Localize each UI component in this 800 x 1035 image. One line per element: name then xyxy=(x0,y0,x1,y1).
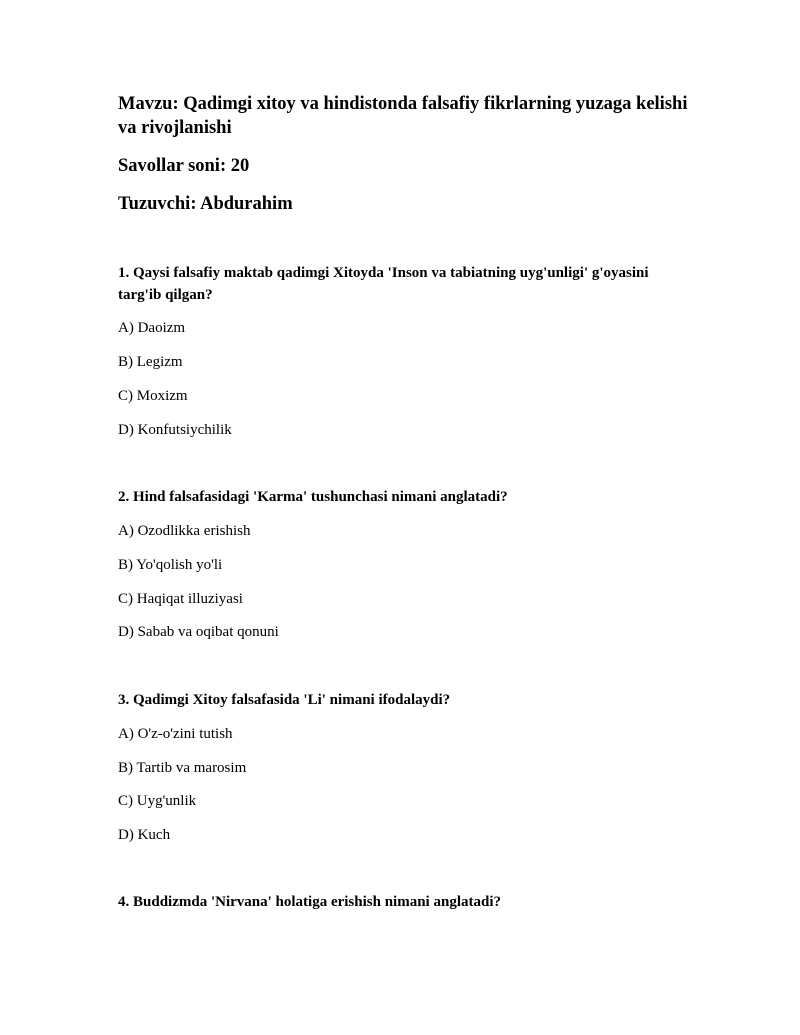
author-line: Tuzuvchi: Abdurahim xyxy=(118,194,293,214)
question-1-option-c: C) Moxizm xyxy=(118,388,188,404)
question-2-option-b: B) Yo'qolish yo'li xyxy=(118,557,223,573)
question-2-option-c: C) Haqiqat illuziyasi xyxy=(118,591,243,607)
question-2-option-d: D) Sabab va oqibat qonuni xyxy=(118,624,279,640)
question-3-option-c: C) Uyg'unlik xyxy=(118,793,197,809)
question-1-option-b: B) Legizm xyxy=(118,354,183,370)
document-title: Mavzu: Qadimgi xitoy va hindistonda falsafiy fikrlarning yuzaga kelishi va rivojlanishi xyxy=(118,94,688,138)
question-1-text: 1. Qaysi falsafiy maktab qadimgi Xitoyda 'Inson va tabiatning uyg'unligi' g'oyasini targ'ib qilgan? xyxy=(118,265,649,303)
question-3-option-a: A) O'z-o'zini tutish xyxy=(118,726,233,742)
question-3-option-b: B) Tartib va marosim xyxy=(118,760,247,776)
question-4-text: 4. Buddizmda 'Nirvana' holatiga erishish nimani anglatadi? xyxy=(118,894,501,910)
question-1-option-d: D) Konfutsiychilik xyxy=(118,422,232,438)
question-2-option-a: A) Ozodlikka erishish xyxy=(118,523,251,539)
question-3-text: 3. Qadimgi Xitoy falsafasida 'Li' nimani ifodalaydi? xyxy=(118,692,451,708)
question-count: Savollar soni: 20 xyxy=(118,156,250,176)
question-1-option-a: A) Daoizm xyxy=(118,320,186,336)
question-3-option-d: D) Kuch xyxy=(118,827,171,843)
question-2-text: 2. Hind falsafasidagi 'Karma' tushunchasi nimani anglatadi? xyxy=(118,489,508,505)
